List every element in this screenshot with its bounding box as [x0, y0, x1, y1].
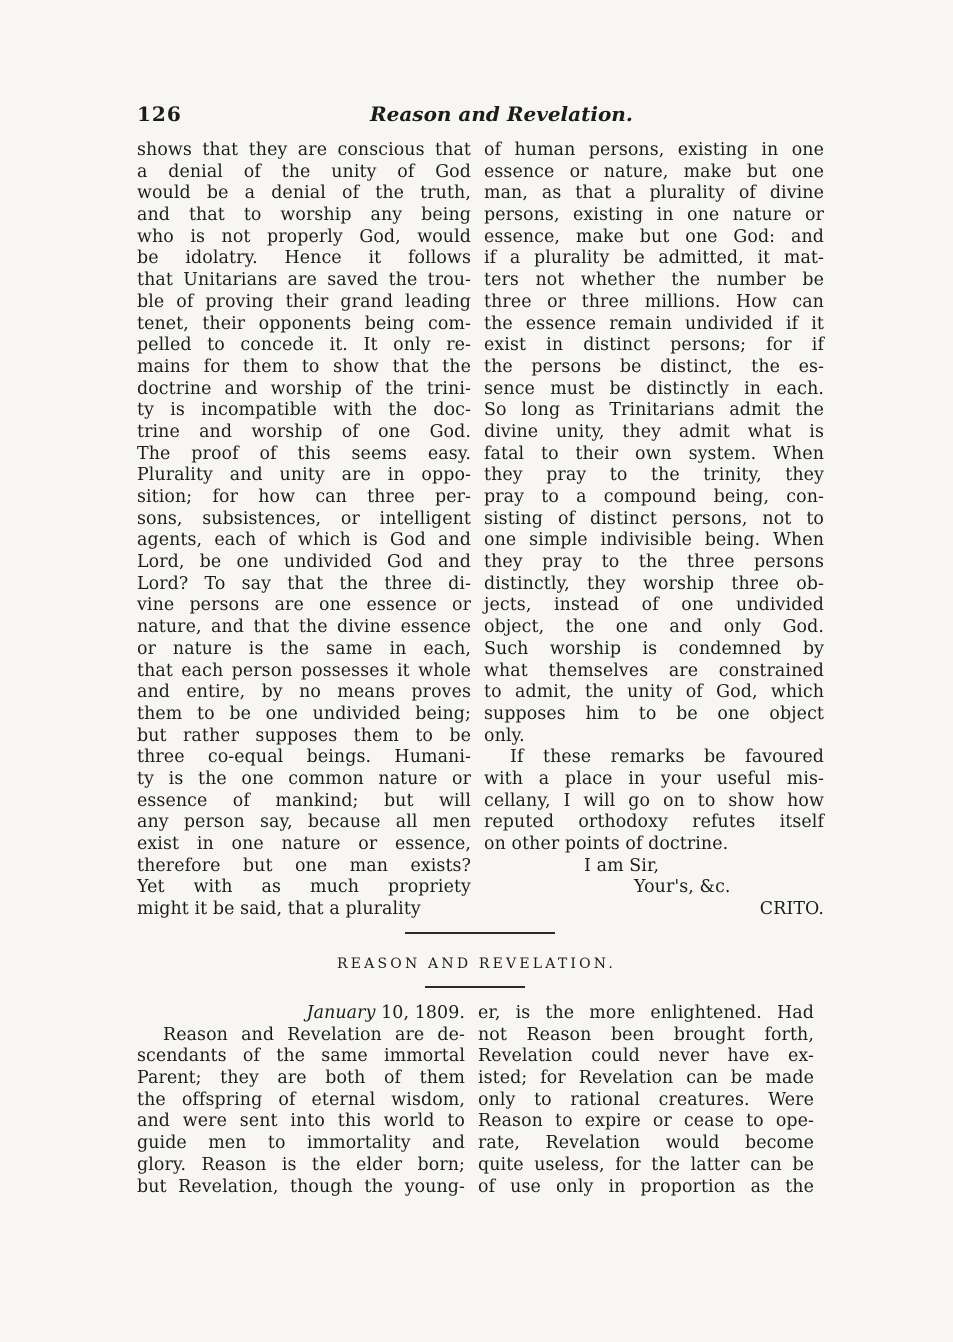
text-line: Lord, be one undivided God and — [137, 552, 471, 573]
text-line: any person say, because all men — [137, 812, 471, 833]
text-line: the essence remain undivided if it — [484, 313, 824, 334]
article-date-month: January — [306, 1003, 376, 1023]
text-line: but rather supposes them to be — [137, 725, 471, 746]
text-line: supposes him to be one object — [484, 703, 824, 724]
text-line: therefore but one man exists? — [137, 855, 471, 876]
text-line: the offspring of eternal wisdom, — [137, 1089, 465, 1110]
text-line: ble of proving their grand leading — [137, 291, 471, 312]
text-line: be idolatry. Hence it follows — [137, 248, 471, 269]
letter-column-right — [484, 140, 824, 921]
text-line: persons, existing in one nature or — [484, 205, 824, 226]
text-line: reputed orthodoxy refutes itself — [484, 812, 824, 833]
article-column-right — [478, 1003, 814, 1198]
text-line: they pray to the trinity, they — [484, 465, 824, 486]
text-line: agents, each of which is God and — [137, 530, 471, 551]
text-line: if a plurality be admitted, it mat- — [484, 248, 824, 269]
text-line: doctrine and worship of the trini- — [137, 378, 471, 399]
text-line: exist in distinct persons; for if — [484, 335, 824, 356]
letter-column-right-body — [484, 140, 824, 856]
text-line: and were sent into this world to — [137, 1111, 465, 1132]
text-line: only to rational creatures. Were — [478, 1089, 814, 1110]
text-line: isted; for Revelation can be made — [478, 1068, 814, 1089]
text-line: tenet, their opponents being com- — [137, 313, 471, 334]
running-title: Reason and Revelation. — [370, 102, 633, 126]
page-number: 126 — [137, 102, 182, 126]
text-line: Reason and Revelation are de- — [163, 1024, 465, 1045]
text-line: Parent; they are both of them — [137, 1068, 465, 1089]
text-line: essence, make but one God: and — [484, 226, 824, 247]
letter-signature: CRITO. — [759, 899, 824, 920]
text-line: they pray to the three persons — [484, 552, 824, 573]
text-line: scendants of the same immortal — [137, 1046, 465, 1067]
text-line: rate, Revelation would become — [478, 1133, 814, 1154]
text-line: with a place in your useful mis- — [484, 768, 824, 789]
text-line: might it be said, that a plurality — [137, 899, 421, 920]
text-line: glory. Reason is the elder born; — [137, 1154, 465, 1175]
text-line: that Unitarians are saved the trou- — [137, 270, 471, 291]
letter-closing: I am Sir, — [584, 855, 660, 876]
letter-column-left — [137, 140, 471, 921]
text-line: Such worship is condemned by — [484, 638, 824, 659]
text-line: essence or nature, make but one — [484, 161, 824, 182]
text-line: exist in one nature or essence, — [137, 834, 471, 854]
text-line: The proof of this seems easy. — [137, 443, 471, 464]
text-line: but Revelation, though the young- — [137, 1176, 465, 1197]
text-line: quite useless, for the latter can be — [478, 1154, 814, 1175]
text-line: mains for them to show that the — [137, 356, 471, 377]
text-line: fatal to their own system. When — [484, 443, 824, 464]
text-line: on other points of doctrine. — [484, 834, 729, 854]
text-line: would be a denial of the truth, — [137, 183, 471, 204]
text-line: sence must be distinctly in each. — [484, 378, 824, 399]
text-line: Plurality and unity are in oppo- — [137, 465, 471, 486]
text-line: them to be one undivided being; — [137, 703, 471, 724]
text-line: sons, subsistences, or intelligent — [137, 508, 471, 529]
text-line: If these remarks be favoured — [510, 747, 824, 768]
text-line: divine unity, they admit what is — [484, 421, 824, 442]
text-line: sition; for how can three per- — [137, 487, 471, 507]
text-line: to admit, the unity of God, which — [484, 682, 824, 703]
text-line: or nature is the same in each, — [137, 638, 471, 659]
text-line: trine and worship of one God. — [137, 421, 471, 442]
text-line: er, is the more enlightened. Had — [478, 1003, 814, 1023]
text-line: the persons be distinct, the es- — [484, 356, 824, 377]
text-line: pray to a compound being, con- — [484, 487, 824, 507]
text-line: ty is the one common nature or — [137, 768, 471, 789]
text-line: sisting of distinct persons, not to — [484, 508, 824, 529]
text-line: three co-equal beings. Humani- — [137, 747, 471, 768]
text-line: ty is incompatible with the doc- — [137, 400, 471, 421]
text-line: of use only in proportion as the — [478, 1176, 814, 1197]
text-line: and entire, by no means proves — [137, 682, 471, 703]
text-line: and that to worship any being — [137, 205, 471, 226]
text-line: of human persons, existing in one — [484, 140, 824, 160]
text-line: vine persons are one essence or — [137, 595, 471, 616]
text-line: essence of mankind; but will — [137, 790, 471, 811]
text-line: that each person possesses it whole — [137, 660, 471, 681]
text-line: Lord? To say that the three di- — [137, 573, 471, 594]
text-line: cellany, I will go on to show how — [484, 790, 824, 811]
text-line: one simple indivisible being. When — [484, 530, 824, 551]
text-line: Reason to expire or cease to ope- — [478, 1111, 814, 1132]
article-column-left-body — [137, 1025, 465, 1199]
text-line: what themselves are constrained — [484, 660, 824, 681]
article-column-left — [137, 1003, 465, 1198]
text-line: man, as that a plurality of divine — [484, 183, 824, 204]
section-heading: REASON AND REVELATION. — [337, 956, 616, 972]
section-divider-rule — [405, 932, 555, 934]
text-line: distinctly, they worship three ob- — [484, 573, 824, 594]
text-line: pelled to concede it. It only re- — [137, 335, 471, 356]
text-line: who is not properly God, would — [137, 226, 471, 247]
heading-underline-rule — [425, 986, 525, 988]
text-line: object, the one and only God. — [484, 617, 824, 638]
text-line: So long as Trinitarians admit the — [484, 400, 824, 421]
text-line: only. — [484, 725, 525, 746]
letter-valediction: Your's, &c. — [634, 877, 731, 898]
text-line: Yet with as much propriety — [137, 877, 471, 898]
text-line: guide men to immortality and — [137, 1133, 465, 1154]
article-date-rest: 10, 1809. — [375, 1003, 465, 1023]
text-line: nature, and that the divine essence — [137, 617, 471, 638]
text-line: a denial of the unity of God — [137, 161, 471, 182]
text-line: ters not whether the number be — [484, 270, 824, 291]
text-line: shows that they are conscious that — [137, 140, 471, 160]
text-line: Revelation could never have ex- — [478, 1046, 814, 1067]
text-line: jects, instead of one undivided — [484, 595, 824, 616]
article-date — [137, 1003, 465, 1025]
text-line: not Reason been brought forth, — [478, 1024, 814, 1045]
text-line: three or three millions. How can — [484, 291, 824, 312]
